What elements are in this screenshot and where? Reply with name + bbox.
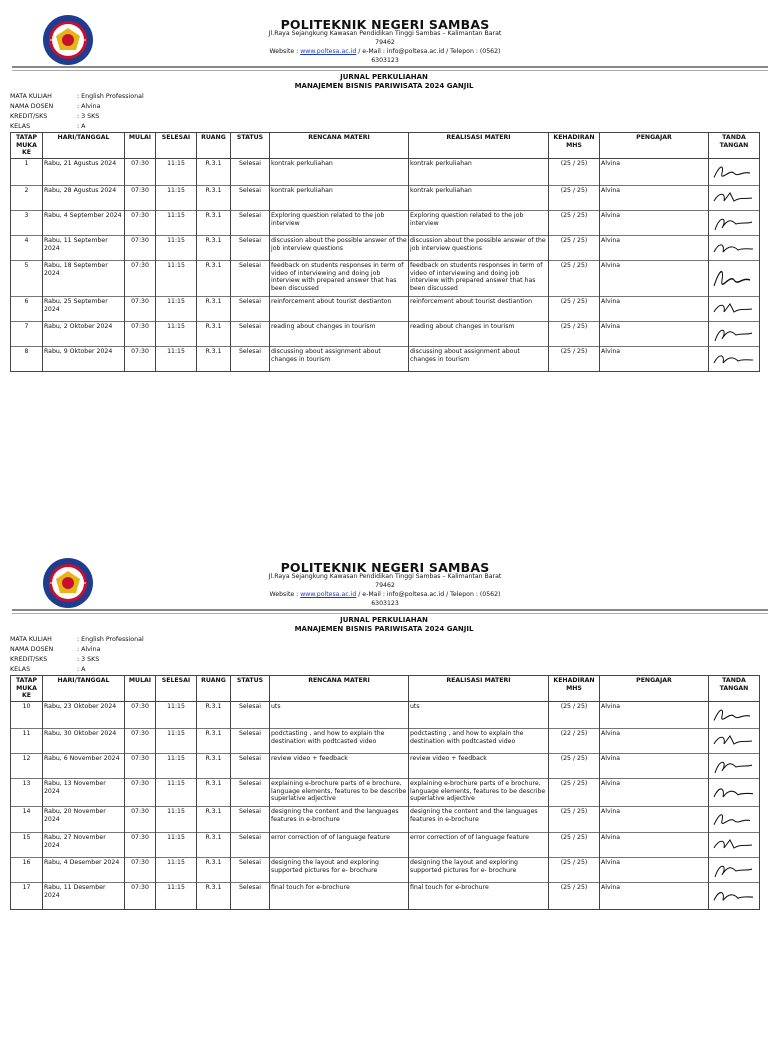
end-time: 11:15 bbox=[156, 211, 197, 236]
signature-cell bbox=[709, 883, 760, 910]
attendance: (25 / 25) bbox=[549, 347, 600, 372]
table-row bbox=[11, 702, 760, 729]
signature-cell bbox=[709, 347, 760, 372]
status: Selesai bbox=[231, 236, 270, 261]
meeting-date: Rabu, 28 Agustus 2024 bbox=[43, 186, 125, 211]
end-time: 11:15 bbox=[156, 186, 197, 211]
status: Selesai bbox=[231, 883, 270, 910]
credits-value: : 3 SKS bbox=[77, 113, 100, 120]
room: R.3.1 bbox=[197, 702, 231, 729]
journal-title-block bbox=[184, 616, 584, 633]
end-time: 11:15 bbox=[156, 729, 197, 754]
realized-material: podctasting , and how to explain the destination with podtcasted video bbox=[409, 729, 549, 754]
attendance: (25 / 25) bbox=[549, 807, 600, 833]
meeting-date: Rabu, 9 Oktober 2024 bbox=[43, 347, 125, 372]
attendance: (25 / 25) bbox=[549, 297, 600, 322]
col-meeting: TATAP MUKA KE bbox=[11, 676, 43, 702]
institution-logo bbox=[42, 14, 94, 66]
table-row bbox=[11, 833, 760, 858]
signature-mark bbox=[710, 212, 760, 234]
lecturer-name: Alvina bbox=[600, 833, 709, 858]
end-time: 11:15 bbox=[156, 236, 197, 261]
col-end: SELESAI bbox=[156, 676, 197, 702]
start-time: 07:30 bbox=[125, 833, 156, 858]
room: R.3.1 bbox=[197, 729, 231, 754]
room: R.3.1 bbox=[197, 779, 231, 807]
signature-mark bbox=[710, 808, 760, 831]
col-plan: RENCANA MATERI bbox=[270, 676, 409, 702]
lecturer-name: Alvina bbox=[600, 807, 709, 833]
attendance: (25 / 25) bbox=[549, 236, 600, 261]
journal-title: JURNAL PERKULIAHAN bbox=[340, 73, 428, 81]
col-status: STATUS bbox=[231, 133, 270, 159]
end-time: 11:15 bbox=[156, 322, 197, 347]
attendance: (25 / 25) bbox=[549, 211, 600, 236]
address-line: Jl.Raya Sejangkung Kawasan Pendidikan Tinggi Sambas – Kalimantan Barat 79462 bbox=[268, 573, 502, 589]
realized-material: feedback on students responses in term of video of interviewing and doing job interview with prepared answer that has been discussed bbox=[409, 261, 549, 297]
signature-cell bbox=[709, 807, 760, 833]
lecturer-name: Alvina bbox=[600, 297, 709, 322]
end-time: 11:15 bbox=[156, 833, 197, 858]
meeting-date: Rabu, 18 September 2024 bbox=[43, 261, 125, 297]
end-time: 11:15 bbox=[156, 858, 197, 883]
room: R.3.1 bbox=[197, 159, 231, 186]
course-meta bbox=[10, 635, 144, 675]
course-meta bbox=[10, 92, 144, 132]
header-divider bbox=[12, 609, 768, 611]
room: R.3.1 bbox=[197, 261, 231, 297]
status: Selesai bbox=[231, 297, 270, 322]
lecturer-name: Alvina bbox=[600, 322, 709, 347]
signature-cell bbox=[709, 159, 760, 186]
planned-material: kontrak perkuliahan bbox=[270, 186, 409, 211]
contact-rest: / e-Mail : info@poltesa.ac.id / Telepon : (0562) 6303123 bbox=[356, 591, 501, 607]
journal-table-1 bbox=[10, 132, 760, 372]
signature-cell bbox=[709, 729, 760, 754]
attendance: (25 / 25) bbox=[549, 159, 600, 186]
meeting-date: Rabu, 30 Oktober 2024 bbox=[43, 729, 125, 754]
col-date: HARI/TANGGAL bbox=[43, 676, 125, 702]
start-time: 07:30 bbox=[125, 729, 156, 754]
meeting-date: Rabu, 2 Oktober 2024 bbox=[43, 322, 125, 347]
planned-material: error correction of of language feature bbox=[270, 833, 409, 858]
attendance: (25 / 25) bbox=[549, 858, 600, 883]
planned-material: podctasting , and how to explain the destination with podtcasted video bbox=[270, 729, 409, 754]
attendance: (25 / 25) bbox=[549, 833, 600, 858]
realized-material: designing the layout and exploring supported pictures for e- brochure bbox=[409, 858, 549, 883]
status: Selesai bbox=[231, 261, 270, 297]
table-row bbox=[11, 322, 760, 347]
credits-value: : 3 SKS bbox=[77, 656, 100, 663]
signature-cell bbox=[709, 322, 760, 347]
signature-mark bbox=[710, 187, 760, 209]
end-time: 11:15 bbox=[156, 347, 197, 372]
class-value: : A bbox=[77, 123, 86, 130]
col-attendance: KEHADIRAN MHS bbox=[549, 133, 600, 159]
signature-mark bbox=[710, 884, 760, 908]
planned-material: review video + feedback bbox=[270, 754, 409, 779]
col-realization: REALISASI MATERI bbox=[409, 676, 549, 702]
journal-table-2 bbox=[10, 675, 760, 910]
table-row bbox=[11, 883, 760, 910]
table-row bbox=[11, 261, 760, 297]
institution-address bbox=[260, 29, 510, 65]
table-row bbox=[11, 729, 760, 754]
table-header-row bbox=[11, 676, 760, 702]
status: Selesai bbox=[231, 779, 270, 807]
signature-mark bbox=[710, 834, 760, 856]
planned-material: explaining e-brochure parts of e brochure, language elements, features to be describe superlative adjective bbox=[270, 779, 409, 807]
col-end: SELESAI bbox=[156, 133, 197, 159]
meeting-date: Rabu, 6 November 2024 bbox=[43, 754, 125, 779]
col-date: HARI/TANGGAL bbox=[43, 133, 125, 159]
status: Selesai bbox=[231, 186, 270, 211]
start-time: 07:30 bbox=[125, 858, 156, 883]
meeting-date: Rabu, 11 September 2024 bbox=[43, 236, 125, 261]
realized-material: discussing about assignment about changes in tourism bbox=[409, 347, 549, 372]
table-row bbox=[11, 347, 760, 372]
lecturer-name: Alvina bbox=[600, 236, 709, 261]
meeting-date: Rabu, 11 Desember 2024 bbox=[43, 883, 125, 910]
col-room: RUANG bbox=[197, 133, 231, 159]
meeting-number: 14 bbox=[11, 807, 43, 833]
status: Selesai bbox=[231, 754, 270, 779]
realized-material: error correction of of language feature bbox=[409, 833, 549, 858]
attendance: (25 / 25) bbox=[549, 702, 600, 729]
signature-mark bbox=[710, 780, 760, 805]
planned-material: designing the content and the languages features in e-brochure bbox=[270, 807, 409, 833]
lecturer-name: Alvina bbox=[600, 858, 709, 883]
signature-cell bbox=[709, 858, 760, 883]
signature-mark bbox=[710, 348, 760, 370]
journal-page-2 bbox=[0, 543, 768, 1058]
meeting-number: 15 bbox=[11, 833, 43, 858]
class-label: KELAS bbox=[10, 123, 31, 130]
signature-cell bbox=[709, 833, 760, 858]
attendance: (25 / 25) bbox=[549, 779, 600, 807]
meeting-number: 10 bbox=[11, 702, 43, 729]
signature-cell bbox=[709, 236, 760, 261]
lecturer-name: Alvina bbox=[600, 186, 709, 211]
meeting-date: Rabu, 25 September 2024 bbox=[43, 297, 125, 322]
lecturer-name: Alvina bbox=[600, 211, 709, 236]
meeting-date: Rabu, 23 Oktober 2024 bbox=[43, 702, 125, 729]
planned-material: final touch for e-brochure bbox=[270, 883, 409, 910]
meeting-date: Rabu, 20 November 2024 bbox=[43, 807, 125, 833]
planned-material: kontrak perkuliahan bbox=[270, 159, 409, 186]
credits-label: KREDIT/SKS bbox=[10, 113, 48, 120]
meeting-date: Rabu, 4 September 2024 bbox=[43, 211, 125, 236]
table-row bbox=[11, 236, 760, 261]
journal-subtitle: MANAJEMEN BISNIS PARIWISATA 2024 GANJIL bbox=[294, 624, 474, 633]
meeting-number: 13 bbox=[11, 779, 43, 807]
signature-cell bbox=[709, 186, 760, 211]
meeting-date: Rabu, 21 Agustus 2024 bbox=[43, 159, 125, 186]
journal-subtitle: MANAJEMEN BISNIS PARIWISATA 2024 GANJIL bbox=[294, 81, 474, 90]
institution-name: POLITEKNIK NEGERI SAMBAS bbox=[280, 560, 490, 575]
meeting-number: 12 bbox=[11, 754, 43, 779]
institution-name: POLITEKNIK NEGERI SAMBAS bbox=[280, 17, 490, 32]
journal-title-block bbox=[184, 73, 584, 90]
class-label: KELAS bbox=[10, 666, 31, 673]
start-time: 07:30 bbox=[125, 322, 156, 347]
table-row bbox=[11, 858, 760, 883]
table-row bbox=[11, 807, 760, 833]
signature-cell bbox=[709, 211, 760, 236]
end-time: 11:15 bbox=[156, 297, 197, 322]
lecturer-value: : Alvina bbox=[77, 103, 101, 110]
meeting-date: Rabu, 4 Desember 2024 bbox=[43, 858, 125, 883]
contact-line bbox=[260, 47, 510, 65]
signature-mark bbox=[710, 703, 760, 727]
table-row bbox=[11, 779, 760, 807]
signature-cell bbox=[709, 261, 760, 297]
attendance: (25 / 25) bbox=[549, 186, 600, 211]
realized-material: discussion about the possible answer of the job interview questions bbox=[409, 236, 549, 261]
end-time: 11:15 bbox=[156, 261, 197, 297]
website-link[interactable]: www.poltesa.ac.id bbox=[300, 591, 357, 598]
col-room: RUANG bbox=[197, 676, 231, 702]
institution-address bbox=[260, 572, 510, 608]
room: R.3.1 bbox=[197, 754, 231, 779]
start-time: 07:30 bbox=[125, 779, 156, 807]
col-attendance: KEHADIRAN MHS bbox=[549, 676, 600, 702]
table-body-2 bbox=[11, 702, 760, 910]
journal-page-1 bbox=[0, 0, 768, 515]
table-row bbox=[11, 211, 760, 236]
status: Selesai bbox=[231, 322, 270, 347]
signature-mark bbox=[710, 160, 760, 184]
header-divider-thin bbox=[12, 70, 768, 71]
start-time: 07:30 bbox=[125, 186, 156, 211]
meeting-number: 8 bbox=[11, 347, 43, 372]
planned-material: reading about changes in tourism bbox=[270, 322, 409, 347]
table-row bbox=[11, 754, 760, 779]
start-time: 07:30 bbox=[125, 702, 156, 729]
lecturer-name: Alvina bbox=[600, 779, 709, 807]
status: Selesai bbox=[231, 858, 270, 883]
start-time: 07:30 bbox=[125, 807, 156, 833]
start-time: 07:30 bbox=[125, 236, 156, 261]
lecturer-value: : Alvina bbox=[77, 646, 101, 653]
lecturer-name: Alvina bbox=[600, 883, 709, 910]
realized-material: explaining e-brochure parts of e brochure, language elements, features to be describe superlative adjective bbox=[409, 779, 549, 807]
col-meeting: TATAP MUKA KE bbox=[11, 133, 43, 159]
planned-material: designing the layout and exploring supported pictures for e- brochure bbox=[270, 858, 409, 883]
meeting-number: 5 bbox=[11, 261, 43, 297]
room: R.3.1 bbox=[197, 883, 231, 910]
address-line: Jl.Raya Sejangkung Kawasan Pendidikan Tinggi Sambas – Kalimantan Barat 79462 bbox=[268, 30, 502, 46]
course-label: MATA KULIAH bbox=[10, 636, 52, 643]
end-time: 11:15 bbox=[156, 807, 197, 833]
status: Selesai bbox=[231, 347, 270, 372]
end-time: 11:15 bbox=[156, 779, 197, 807]
room: R.3.1 bbox=[197, 347, 231, 372]
credits-label: KREDIT/SKS bbox=[10, 656, 48, 663]
meeting-date: Rabu, 27 November 2024 bbox=[43, 833, 125, 858]
planned-material: reinforcement about tourist destianton bbox=[270, 297, 409, 322]
table-header-row bbox=[11, 133, 760, 159]
signature-mark bbox=[710, 298, 760, 320]
col-plan: RENCANA MATERI bbox=[270, 133, 409, 159]
col-status: STATUS bbox=[231, 676, 270, 702]
end-time: 11:15 bbox=[156, 159, 197, 186]
attendance: (25 / 25) bbox=[549, 322, 600, 347]
room: R.3.1 bbox=[197, 211, 231, 236]
lecturer-name: Alvina bbox=[600, 729, 709, 754]
attendance: (25 / 25) bbox=[549, 754, 600, 779]
meeting-date: Rabu, 13 November 2024 bbox=[43, 779, 125, 807]
signature-mark bbox=[710, 323, 760, 345]
planned-material: discussion about the possible answer of the job interview questions bbox=[270, 236, 409, 261]
meeting-number: 4 bbox=[11, 236, 43, 261]
institution-logo bbox=[42, 557, 94, 609]
contact-rest: / e-Mail : info@poltesa.ac.id / Telepon : (0562) 6303123 bbox=[356, 48, 501, 64]
signature-mark bbox=[710, 859, 760, 881]
meeting-number: 7 bbox=[11, 322, 43, 347]
contact-line bbox=[260, 590, 510, 608]
realized-material: kontrak perkuliahan bbox=[409, 186, 549, 211]
meeting-number: 6 bbox=[11, 297, 43, 322]
signature-mark bbox=[710, 730, 760, 752]
room: R.3.1 bbox=[197, 297, 231, 322]
start-time: 07:30 bbox=[125, 347, 156, 372]
journal-title: JURNAL PERKULIAHAN bbox=[340, 616, 428, 624]
room: R.3.1 bbox=[197, 807, 231, 833]
website-label: Website : bbox=[269, 591, 301, 598]
col-signature: TANDA TANGAN bbox=[709, 133, 760, 159]
website-link[interactable]: www.poltesa.ac.id bbox=[300, 48, 357, 55]
lecturer-name: Alvina bbox=[600, 702, 709, 729]
meeting-number: 1 bbox=[11, 159, 43, 186]
lecturer-name: Alvina bbox=[600, 159, 709, 186]
realized-material: uts bbox=[409, 702, 549, 729]
status: Selesai bbox=[231, 729, 270, 754]
attendance: (22 / 25) bbox=[549, 729, 600, 754]
end-time: 11:15 bbox=[156, 754, 197, 779]
start-time: 07:30 bbox=[125, 261, 156, 297]
header-divider bbox=[12, 66, 768, 68]
room: R.3.1 bbox=[197, 322, 231, 347]
start-time: 07:30 bbox=[125, 754, 156, 779]
start-time: 07:30 bbox=[125, 211, 156, 236]
table-row bbox=[11, 159, 760, 186]
col-signature: TANDA TANGAN bbox=[709, 676, 760, 702]
realized-material: reinforcement about tourist destiantion bbox=[409, 297, 549, 322]
status: Selesai bbox=[231, 833, 270, 858]
signature-mark bbox=[710, 262, 760, 295]
start-time: 07:30 bbox=[125, 883, 156, 910]
realized-material: review video + feedback bbox=[409, 754, 549, 779]
realized-material: final touch for e-brochure bbox=[409, 883, 549, 910]
signature-mark bbox=[710, 755, 760, 777]
room: R.3.1 bbox=[197, 858, 231, 883]
realized-material: Exploring question related to the job interview bbox=[409, 211, 549, 236]
room: R.3.1 bbox=[197, 833, 231, 858]
signature-cell bbox=[709, 754, 760, 779]
room: R.3.1 bbox=[197, 186, 231, 211]
signature-cell bbox=[709, 297, 760, 322]
planned-material: feedback on students responses in term of video of interviewing and doing job interview with prepared answer that has been discussed bbox=[270, 261, 409, 297]
realized-material: reading about changes in tourism bbox=[409, 322, 549, 347]
signature-mark bbox=[710, 237, 760, 259]
room: R.3.1 bbox=[197, 236, 231, 261]
planned-material: uts bbox=[270, 702, 409, 729]
course-value: : English Professional bbox=[77, 93, 144, 100]
col-lecturer: PENGAJAR bbox=[600, 676, 709, 702]
col-start: MULAI bbox=[125, 133, 156, 159]
table-row bbox=[11, 297, 760, 322]
lecturer-name: Alvina bbox=[600, 261, 709, 297]
meeting-number: 11 bbox=[11, 729, 43, 754]
course-value: : English Professional bbox=[77, 636, 144, 643]
col-start: MULAI bbox=[125, 676, 156, 702]
status: Selesai bbox=[231, 159, 270, 186]
attendance: (25 / 25) bbox=[549, 261, 600, 297]
end-time: 11:15 bbox=[156, 702, 197, 729]
meeting-number: 17 bbox=[11, 883, 43, 910]
meeting-number: 2 bbox=[11, 186, 43, 211]
lecturer-label: NAMA DOSEN bbox=[10, 646, 54, 653]
realized-material: designing the content and the languages features in e-brochure bbox=[409, 807, 549, 833]
class-value: : A bbox=[77, 666, 86, 673]
lecturer-name: Alvina bbox=[600, 347, 709, 372]
lecturer-label: NAMA DOSEN bbox=[10, 103, 54, 110]
realized-material: kontrak perkuliahan bbox=[409, 159, 549, 186]
table-body-1 bbox=[11, 159, 760, 372]
col-lecturer: PENGAJAR bbox=[600, 133, 709, 159]
status: Selesai bbox=[231, 211, 270, 236]
planned-material: Exploring question related to the job interview bbox=[270, 211, 409, 236]
col-realization: REALISASI MATERI bbox=[409, 133, 549, 159]
course-label: MATA KULIAH bbox=[10, 93, 52, 100]
signature-cell bbox=[709, 702, 760, 729]
attendance: (25 / 25) bbox=[549, 883, 600, 910]
status: Selesai bbox=[231, 702, 270, 729]
meeting-number: 3 bbox=[11, 211, 43, 236]
table-row bbox=[11, 186, 760, 211]
header-divider-thin bbox=[12, 613, 768, 614]
status: Selesai bbox=[231, 807, 270, 833]
signature-cell bbox=[709, 779, 760, 807]
planned-material: discussing about assignment about changes in tourism bbox=[270, 347, 409, 372]
lecturer-name: Alvina bbox=[600, 754, 709, 779]
start-time: 07:30 bbox=[125, 297, 156, 322]
meeting-number: 16 bbox=[11, 858, 43, 883]
website-label: Website : bbox=[269, 48, 301, 55]
end-time: 11:15 bbox=[156, 883, 197, 910]
start-time: 07:30 bbox=[125, 159, 156, 186]
